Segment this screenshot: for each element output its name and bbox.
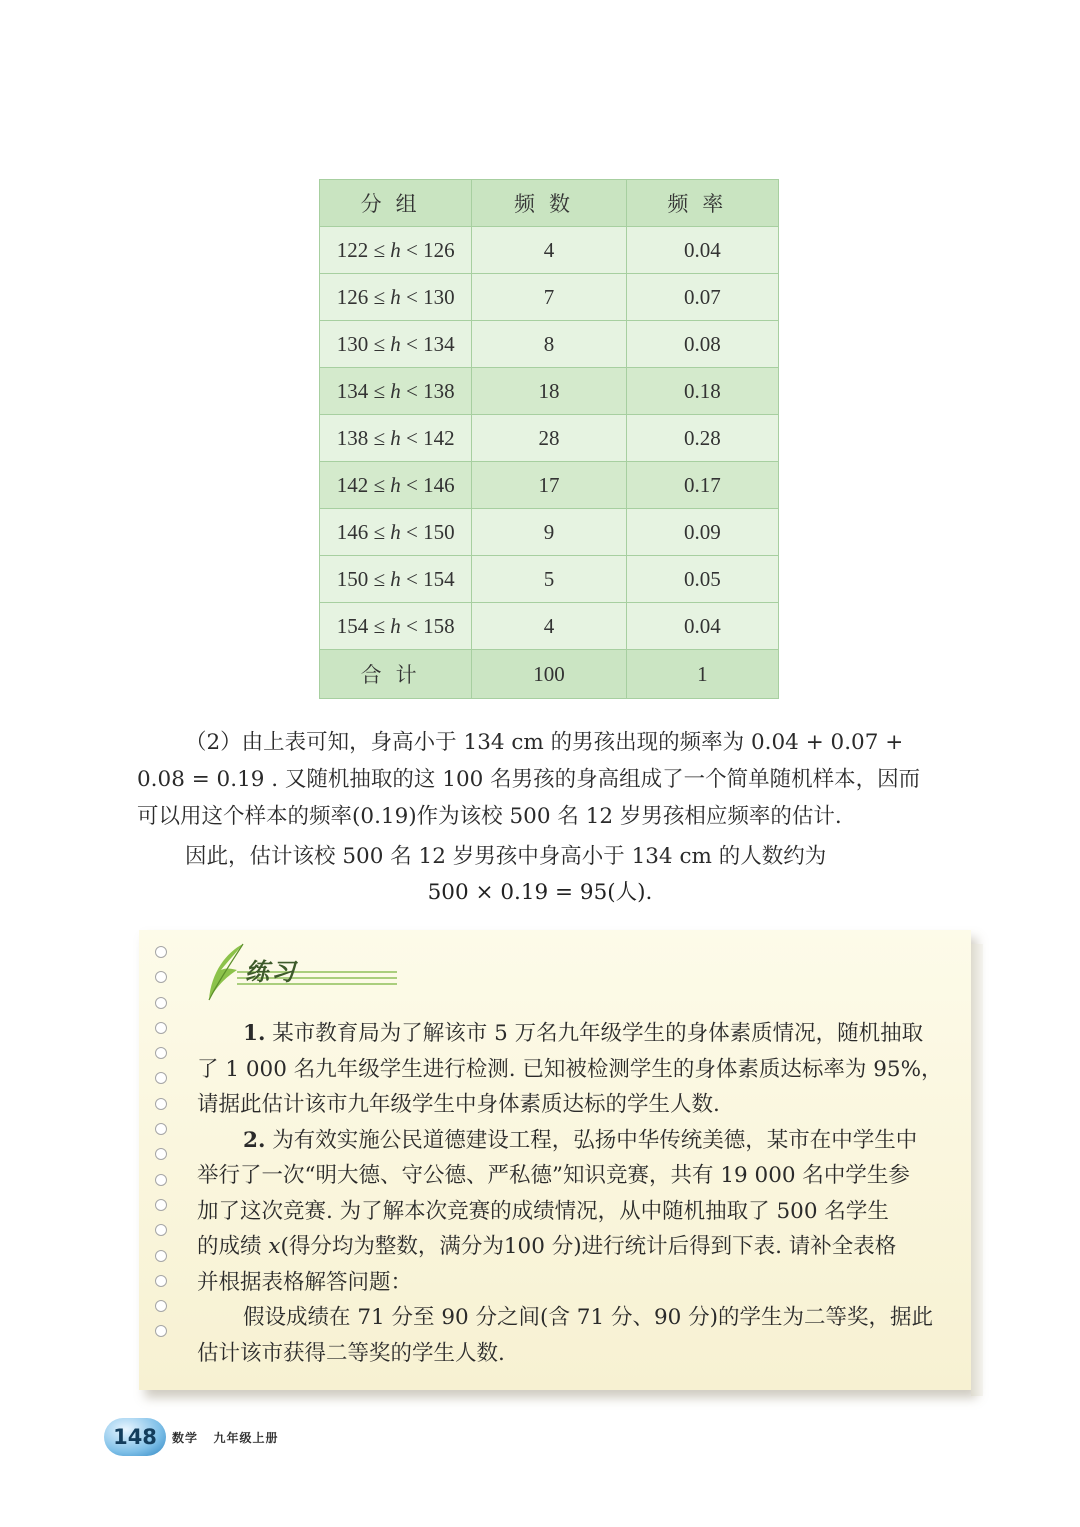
cell-group: 142 ≤ h < 146 [320,462,472,509]
cell-frequency: 0.07 [626,274,778,321]
question-number: 1. [243,1021,266,1046]
binder-rings [155,946,177,1351]
question-1 [197,1016,947,1052]
cell-count: 18 [472,368,626,415]
frequency-table [319,179,779,699]
binder-ring-icon [155,1123,167,1135]
table-row [320,368,779,415]
paragraph-line: 因此，估计该校 500 名 12 岁男孩中身高小于 134 cm 的人数约为 [185,844,827,869]
cell-frequency: 0.09 [626,509,778,556]
cell-frequency: 0.08 [626,321,778,368]
solution-paragraph [137,724,967,835]
binder-ring-icon [155,1250,167,1262]
question-line [197,1229,947,1265]
cell-frequency: 0.05 [626,556,778,603]
cell-group: 154 ≤ h < 158 [320,603,472,650]
question-2 [197,1123,947,1159]
binder-ring-icon [155,1174,167,1186]
exercise-box [139,930,971,1390]
cell-frequency: 0.04 [626,227,778,274]
question-text: 假设成绩在 71 分至 90 分之间(含 71 分、90 分)的学生为二等奖，据此 [243,1305,934,1330]
cell-frequency: 0.17 [626,462,778,509]
cell-count: 17 [472,462,626,509]
cell-total-count: 100 [472,650,626,699]
binder-ring-icon [155,1098,167,1110]
binder-ring-icon [155,1047,167,1059]
binder-ring-icon [155,1022,167,1034]
binder-ring-icon [155,997,167,1009]
table-row [320,321,779,368]
question-text: 了 1 000 名九年级学生进行检测. 已知被检测学生的身体素质达标率为 95%， [197,1056,943,1082]
cell-group: 146 ≤ h < 150 [320,509,472,556]
table-header-row [320,180,779,227]
variable-x: x [268,1234,281,1259]
binder-ring-icon [155,1148,167,1160]
binder-ring-icon [155,1224,167,1236]
binder-ring-icon [155,946,167,958]
header-frequency: 频率 [626,180,778,227]
cell-group: 130 ≤ h < 134 [320,321,472,368]
binder-ring-icon [155,1325,167,1337]
cell-count: 7 [472,274,626,321]
exercise-title-text: 练习 [245,958,297,986]
question-text: 估计该市获得二等奖的学生人数. [197,1340,505,1366]
cell-group: 150 ≤ h < 154 [320,556,472,603]
book-title: 数学 九年级上册 [172,1431,279,1445]
header-group: 分组 [320,180,472,227]
cell-group: 134 ≤ h < 138 [320,368,472,415]
table-row [320,227,779,274]
question-number: 2. [243,1127,266,1153]
page-number: 148 [104,1418,166,1456]
exercise-title [207,942,467,996]
cell-count: 9 [472,509,626,556]
question-text: 举行了一次“明大德、守公德、严私德”知识竞赛，共有 19 000 名中学生参 [197,1163,910,1188]
exercise-questions [197,1016,947,1371]
table-total-row [320,650,779,699]
question-text: 的成绩 [197,1234,269,1259]
cell-frequency: 0.18 [626,368,778,415]
page-footer [104,1418,404,1458]
binder-ring-icon [155,971,167,983]
question-text: (得分均为整数，满分为100 分)进行统计后得到下表. 请补全表格 [280,1234,897,1259]
cell-count: 5 [472,556,626,603]
table-row [320,603,779,650]
cell-total-label: 合计 [320,650,472,699]
cell-group: 126 ≤ h < 130 [320,274,472,321]
question-text: 并根据表格解答问题： [197,1269,413,1295]
cell-total-frequency: 1 [626,650,778,699]
cell-group: 138 ≤ h < 142 [320,415,472,462]
question-text: 某市教育局为了解该市 5 万名九年级学生的身体素质情况，随机抽取 [272,1021,924,1046]
binder-ring-icon [155,1199,167,1211]
binder-ring-icon [155,1072,167,1084]
table-row [320,509,779,556]
table-row [320,462,779,509]
paragraph-line: （2）由上表可知，身高小于 134 cm 的男孩出现的频率为 0.04 + 0.07 + [185,730,904,755]
cell-count: 28 [472,415,626,462]
conclusion-paragraph [137,838,967,875]
paragraph-line: 可以用这个样本的频率(0.19)作为该校 500 名 12 岁男孩相应频率的估计. [137,804,842,829]
page-curl-shadow [971,944,983,1396]
question-text: 为有效实施公民道德建设工程，弘扬中华传统美德，某市在中学生中 [272,1127,918,1153]
binder-ring-icon [155,1275,167,1287]
cell-frequency: 0.28 [626,415,778,462]
cell-count: 8 [472,321,626,368]
question-line [197,1300,947,1336]
cell-count: 4 [472,227,626,274]
cell-count: 4 [472,603,626,650]
table-row [320,556,779,603]
cell-group: 122 ≤ h < 126 [320,227,472,274]
question-text: 加了这次竞赛. 为了解本次竞赛的成绩情况，从中随机抽取了 500 名学生 [197,1198,889,1224]
cell-frequency: 0.04 [626,603,778,650]
table-row [320,274,779,321]
table-row [320,415,779,462]
binder-ring-icon [155,1300,167,1312]
paragraph-line: 0.08 = 0.19 . 又随机抽取的这 100 名男孩的身高组成了一个简单随机样本，因而 [137,767,921,792]
result-formula: 500 × 0.19 = 95(人). [427,880,653,905]
question-text: 请据此估计该市九年级学生中身体素质达标的学生人数. [197,1092,720,1117]
header-count: 频数 [472,180,626,227]
